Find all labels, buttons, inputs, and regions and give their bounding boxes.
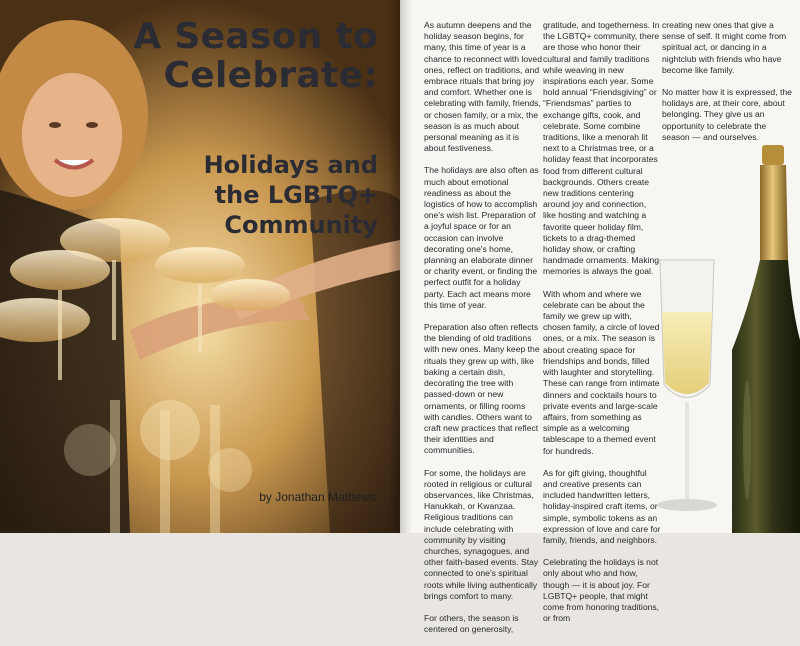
text-column-2 [543, 20, 661, 635]
subtitle-line-1: Holidays and [203, 151, 378, 179]
title-line-1: A Season to [133, 16, 378, 57]
subtitle-line-3: Community [224, 211, 378, 239]
paragraph: Celebrating the holidays is not only about who and how, though — it is about joy. For LGBTQ+ people, that might come from honoring traditions, or from [543, 557, 660, 624]
paragraph: The holidays are also often as much about emotional readiness as about the logistics of how to accomplish one's wish list. Preparation of a joyful space or for an occasion can involve decorating one's home, planning an elaborate dinner or charity event, or finding the perfect outfit for a holiday party. Each act means more this time of year. [424, 165, 539, 310]
paragraph: As for gift giving, thoughtful and creative presents can included handwritten letters, holiday-inspired craft items, or simple, symbolic tokens as an expression of love and care for family, friends, and neighbors. [543, 467, 661, 545]
page-number: 7 [772, 509, 778, 519]
article-title [133, 18, 378, 96]
text-column-3 [662, 20, 792, 154]
paragraph: creating new ones that give a sense of self. It might come from spiritual act, or dancing in a nightclub with friends who have become like family. [662, 20, 787, 75]
paragraph: Preparation also often reflects the blending of old traditions with new ones. Many keep the rituals they grew up with, like baking a certain dish, decorating the tree with passed-down or new ornaments, or filling rooms with candles. Others want to craft new practices that reflect their identities and communities. [424, 322, 540, 456]
paragraph: gratitude, and togetherness. In the LGBTQ+ community, there are those who honor their cultural and family traditions while weaving in new inspirations each year. Some hold annual “Friendsgiving” or “Friendsmas” parties to exchange gifts, cook, and celebrate. Some combine traditions, like a menorah lit next to a Christmas tree, or a holiday feast that incorporates food from different cultural backgrounds. Others create new traditions centering around joy and connection, like hosting and watching a favorite queer holiday film, tickets to a drag-themed holiday show, or crafting handmade ornaments. Making memories is always the goal. [543, 20, 660, 277]
paragraph: No matter how it is expressed, the holidays are, at their core, about belonging. They give us an opportunity to celebrate the season — and ourselves. [662, 87, 792, 142]
text-column-1 [424, 20, 542, 646]
paragraph: For others, the season is centered on generosity, [424, 612, 519, 635]
article-subtitle [204, 150, 378, 240]
paragraph: For some, the holidays are rooted in religious or cultural observances, like Christmas, Hanukkah, or Kwanzaa. Religious traditions can include celebrating with community by visiting churches, synagogues, and other faith-based events. Stay connected to one's spiritual roots while living authentically brings comfort to many. [424, 467, 539, 601]
paragraph: As autumn deepens and the holiday season begins, for many, this time of year is a chance to reconnect with loved ones, reflect on traditions, and embrace rituals that bring joy and comfort. Whether one is celebrating with family, friends, or chosen family, or a mix, the season is as much about personal meaning as it is about festiveness. [424, 20, 542, 154]
author-byline: by Jonathan Mathews [259, 490, 376, 504]
page-gutter-shadow [388, 0, 412, 533]
subtitle-line-2: the LGBTQ+ [214, 181, 378, 209]
left-page-photo [0, 0, 400, 533]
paragraph: With whom and where we celebrate can be about the family we grew up with, chosen family, a circle of loved ones, or a mix. The season is about creating space for friendships and bonds, filled with laughter and storytelling. These can range from intimate dinners and cocktails hours to private events and large-scale affairs, from something as simple as a welcoming tablescape to a themed event for hundreds. [543, 288, 660, 456]
title-line-2: Celebrate: [163, 54, 378, 96]
champagne-bottle-and-flute-image [650, 140, 800, 533]
right-page-text [400, 0, 800, 635]
